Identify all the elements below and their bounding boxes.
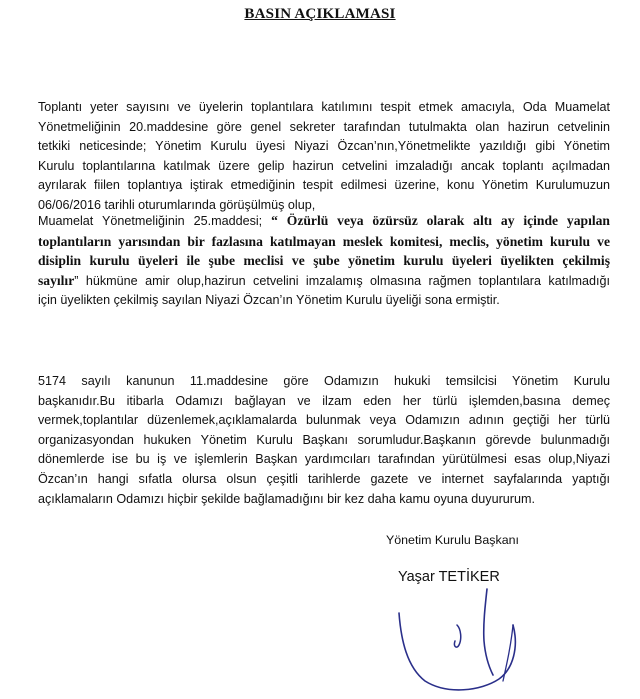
paragraph-3-line: Özcan’ın hangi sıfatla olursa olsun çeşitli tarihlerde gazete ve internet sayfalarında yaptığı: [38, 471, 610, 486]
paragraph-2-text: ” hükmüne amir olup,hazirun cetvelini imzalamış olmasına rağmen toplantılara katılmadığı: [74, 273, 610, 288]
quoted-regulation-text: “ Özürlü veya özürsüz olarak altı ay içinde yapılan: [271, 213, 610, 228]
paragraph-1-line: 06/06/2016 tarihli oturumlarında görüşülmüş olup,: [38, 197, 316, 212]
handwritten-signature-icon: [395, 585, 525, 697]
paragraph-2-line: [38, 271, 610, 292]
document-title: BASIN AÇIKLAMASI: [244, 6, 396, 22]
paragraph-3: [38, 372, 610, 509]
paragraph-1-line: Yönetmeliğinin 20.maddesine göre genel sekreter tarafından tutulmakta olan hazirun cetvelinin: [38, 119, 610, 134]
paragraph-3-line: açıklamaların Odamızı hiçbir şekilde bağlamadığını bir kez daha kamu oyuna duyururum.: [38, 491, 535, 506]
paragraph-2-line: [38, 211, 610, 232]
paragraph-2: [38, 211, 610, 311]
paragraph-3-line: dönemlerde ise bu iş ve işlemlerin Başkan yardımcıları tarafından yürütülmesi esas olup,Niyazi: [38, 452, 610, 467]
regulation-reference: Muamelat Yönetmeliğinin 25.maddesi;: [38, 214, 272, 228]
paragraph-1-line: ayrılarak fiilen toplantıya iştirak etmediğinin tespit edilmesi üzerine, konu Yönetim Kurulumuzun: [38, 178, 610, 193]
paragraph-1-line: tetkiki neticesinde; Yönetim Kurulu üyesi Niyazi Özcan’nın,Yönetmelikte yazıldığı gibi Yönetim: [38, 139, 610, 154]
quoted-regulation-text: disiplin kurulu üyeleri ile şube meclisi ve şube yönetim kurulu üyeleri üyelikten çekilmiş: [38, 253, 610, 269]
signatory-role: Yönetim Kurulu Başkanı: [386, 533, 519, 547]
paragraph-2-line: için üyelikten çekilmiş sayılan Niyazi Özcan’ın Yönetim Kurulu üyeliği sona ermiştir.: [38, 293, 500, 308]
paragraph-3-line: organizasyondan hukuken Yönetim Kurulu Başkanı sorumludur.Başkanın görevde bulunmadığı: [38, 432, 610, 447]
quoted-regulation-text: sayılır: [38, 272, 75, 288]
quoted-regulation-text: toplantıların yarısından bir fazlasına katılmayan meslek komitesi, meclis, yönetim kurulu ve: [38, 233, 610, 249]
paragraph-3-line: vermek,toplantılar düzenlemek,açıklamalarda bulunmak veya Odamızın adının geçtiği her türlü: [38, 413, 610, 428]
paragraph-1: [38, 98, 610, 216]
paragraph-3-line: başkanıdır.Bu itibarla Odamızı bağlayan ve ilzam eden her türlü işlemden,basına demeç: [38, 393, 610, 408]
paragraph-3-line: 5174 sayılı kanunun 11.maddesine göre Odamızın hukuki temsilcisi Yönetim Kurulu: [38, 374, 610, 388]
signatory-name: Yaşar TETİKER: [398, 569, 500, 585]
paragraph-1-line: Kurulu toplantılarına katılmak üzere gelip hazirun cetvelini imzaladığı ancak toplantı açılmadan: [38, 158, 610, 173]
paragraph-1-line: Toplantı yeter sayısını ve üyelerin toplantılara katılımını tespit etmek amacıyla, Oda Muamelat: [38, 100, 610, 114]
